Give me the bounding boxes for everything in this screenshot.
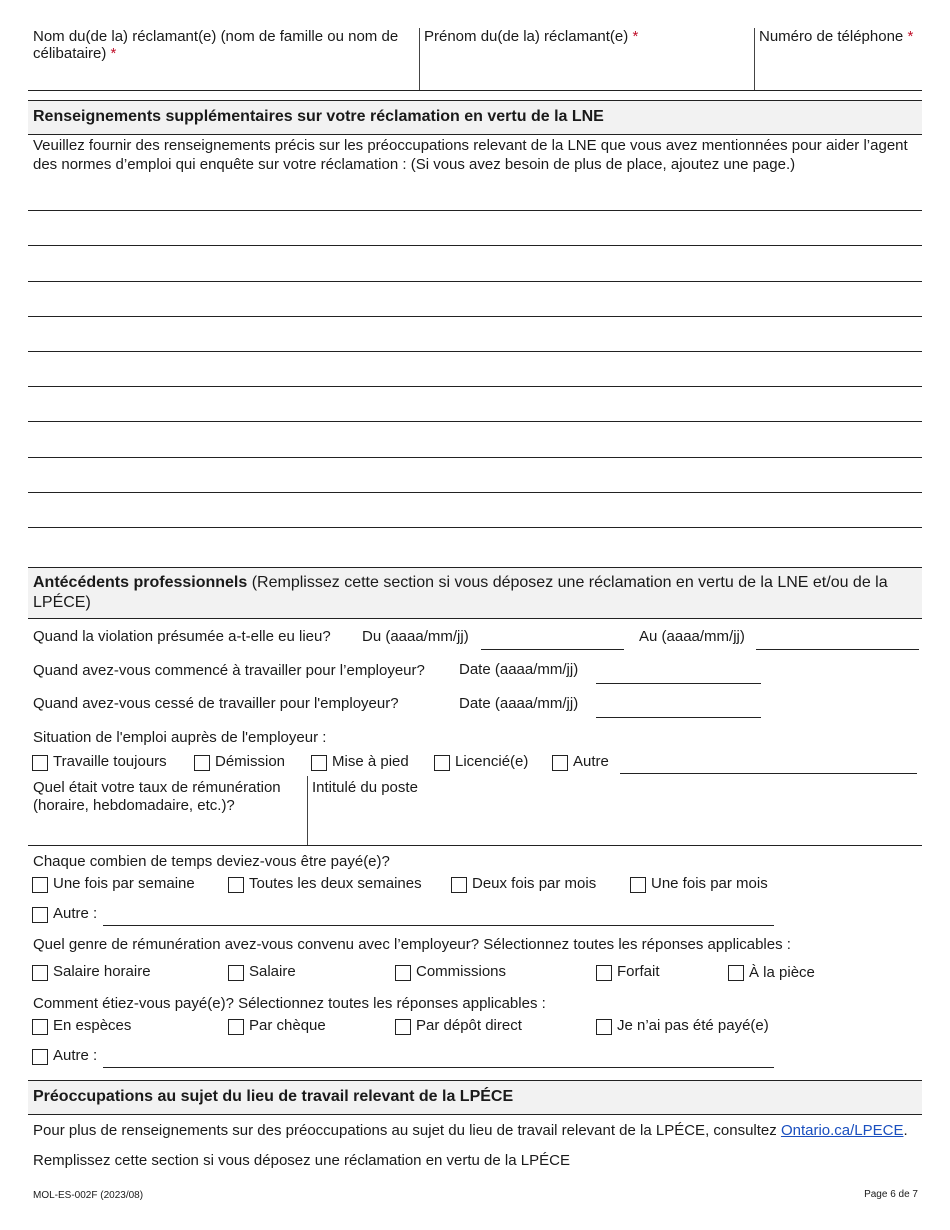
payment-option-label: En espèces [53, 1017, 132, 1034]
lne-section-title: Renseignements supplémentaires sur votre réclamation en vertu de la LNE [33, 108, 604, 125]
lpece-link[interactable]: Ontario.ca/LPECE [780, 1122, 904, 1139]
status-option-label: Licencié(e) [455, 753, 529, 770]
frequency-checkbox-weekly[interactable] [32, 877, 48, 893]
to-date-input[interactable] [756, 649, 919, 650]
history-section-header [28, 567, 922, 619]
payment-option-label: Par chèque [249, 1017, 326, 1034]
lpece-info-end: . [903, 1122, 908, 1139]
status-checkbox-layoff[interactable] [311, 755, 327, 771]
answer-line[interactable] [28, 210, 922, 211]
job-title-input[interactable] [308, 776, 922, 845]
history-section-subtitle: (Remplissez cette section si vous déposez une réclamation en vertu de la LNE et/ou de la LPÉCE) [33, 574, 888, 611]
stop-date-label: Date (aaaa/mm/jj) [459, 695, 579, 712]
lpece-instructions: Remplissez cette section si vous déposez une réclamation en vertu de la LPÉCE [33, 1152, 570, 1169]
claimant-first-name-label: Prénom du(de la) réclamant(e) [424, 28, 629, 45]
payment-method-question: Comment étiez-vous payé(e)? Sélectionnez toutes les réponses applicables : [33, 995, 546, 1012]
status-checkbox-resignation[interactable] [194, 755, 210, 771]
pay-rate-input[interactable] [28, 776, 307, 845]
employment-status-label: Situation de l'emploi auprès de l'employeur : [33, 729, 327, 746]
status-checkbox-still-working[interactable] [32, 755, 48, 771]
pay-rate-label: Quel était votre taux de rémunération (horaire, hebdomadaire, etc.)? [33, 779, 281, 814]
answer-line[interactable] [28, 457, 922, 458]
frequency-checkbox-biweekly[interactable] [228, 877, 244, 893]
to-date-label: Au (aaaa/mm/jj) [639, 628, 745, 645]
answer-line[interactable] [28, 527, 922, 528]
frequency-other-label: Autre : [53, 905, 98, 922]
frequency-option-label: Toutes les deux semaines [249, 875, 422, 892]
start-date-label: Date (aaaa/mm/jj) [459, 661, 579, 678]
pay-type-checkbox-flat-rate[interactable] [596, 965, 612, 981]
payment-other-label: Autre : [53, 1047, 98, 1064]
claimant-last-name-label: Nom du(de la) réclamant(e) (nom de famille ou nom de célibataire) [33, 28, 399, 62]
lpece-section-title: Préoccupations au sujet du lieu de travail relevant de la LPÉCE [33, 1088, 514, 1105]
payment-other-input[interactable] [103, 1067, 774, 1068]
answer-line[interactable] [28, 281, 922, 282]
frequency-option-label: Deux fois par mois [472, 875, 597, 892]
pay-type-checkbox-salary[interactable] [228, 965, 244, 981]
lne-section-header [28, 100, 922, 135]
payment-checkbox-direct-deposit[interactable] [395, 1019, 411, 1035]
frequency-checkbox-other[interactable] [32, 907, 48, 923]
claimant-first-name-field[interactable] [420, 28, 754, 90]
frequency-option-label: Une fois par mois [651, 875, 768, 892]
job-title-label: Intitulé du poste [312, 779, 418, 796]
required-mark: * [110, 45, 117, 62]
pay-type-question: Quel genre de rémunération avez-vous convenu avec l’employeur? Sélectionnez toutes les réponses applicables : [33, 936, 791, 953]
start-date-input[interactable] [596, 683, 761, 684]
pay-type-option-label: Commissions [416, 963, 507, 980]
payment-option-label: Par dépôt direct [416, 1017, 522, 1034]
pay-type-option-label: Salaire horaire [53, 963, 151, 980]
phone-field[interactable] [755, 28, 922, 90]
page-number: Page 6 de 7 [864, 1189, 918, 1200]
lpece-section-header [28, 1080, 922, 1115]
answer-line[interactable] [28, 351, 922, 352]
lpece-info-text: Pour plus de renseignements sur des préoccupations au sujet du lieu de travail relevant de la LPÉCE, consultez [33, 1122, 781, 1139]
pay-type-option-label: Salaire [249, 963, 296, 980]
violation-question: Quand la violation présumée a-t-elle eu lieu? [33, 628, 331, 645]
status-checkbox-other[interactable] [552, 755, 568, 771]
frequency-other-input[interactable] [103, 925, 774, 926]
answer-line[interactable] [28, 245, 922, 246]
divider [28, 90, 922, 91]
lpece-info [33, 1122, 908, 1139]
status-option-label: Travaille toujours [53, 753, 167, 770]
claimant-last-name-field[interactable] [28, 28, 420, 90]
frequency-option-label: Une fois par semaine [53, 875, 195, 892]
status-option-label: Autre [573, 753, 609, 770]
payment-checkbox-cheque[interactable] [228, 1019, 244, 1035]
pay-frequency-question: Chaque combien de temps deviez-vous être payé(e)? [33, 853, 390, 870]
pay-type-checkbox-piecework[interactable] [728, 965, 744, 981]
from-date-input[interactable] [481, 649, 624, 650]
status-option-label: Démission [215, 753, 286, 770]
required-mark: * [907, 28, 914, 45]
answer-line[interactable] [28, 316, 922, 317]
lne-instructions: Veuillez fournir des renseignements précis sur les préoccupations relevant de la LNE que vous avez mentionnées pour aider l’agent des normes d’emploi qui enquête sur votre réclamation : (Si vous avez besoin de plus de place, ajoutez une page.) [33, 137, 908, 173]
frequency-checkbox-twice-monthly[interactable] [451, 877, 467, 893]
pay-type-checkbox-commissions[interactable] [395, 965, 411, 981]
answer-line[interactable] [28, 386, 922, 387]
divider [28, 845, 922, 846]
payment-checkbox-other[interactable] [32, 1049, 48, 1065]
payment-option-label: Je n’ai pas été payé(e) [617, 1017, 769, 1034]
pay-type-option-label: Forfait [617, 963, 660, 980]
phone-label: Numéro de téléphone [759, 28, 904, 45]
status-checkbox-dismissed[interactable] [434, 755, 450, 771]
frequency-checkbox-monthly[interactable] [630, 877, 646, 893]
form-id: MOL-ES-002F (2023/08) [33, 1190, 144, 1201]
payment-checkbox-not-paid[interactable] [596, 1019, 612, 1035]
answer-line[interactable] [28, 492, 922, 493]
answer-line[interactable] [28, 421, 922, 422]
stop-date-input[interactable] [596, 717, 761, 718]
stop-question: Quand avez-vous cessé de travailler pour l'employeur? [33, 695, 399, 712]
status-option-label: Mise à pied [332, 753, 409, 770]
pay-type-option-label: À la pièce [749, 964, 815, 981]
required-mark: * [632, 28, 639, 45]
history-section-title: Antécédents professionnels [33, 574, 248, 591]
status-other-input[interactable] [620, 773, 917, 774]
start-question: Quand avez-vous commencé à travailler pour l’employeur? [33, 662, 425, 679]
pay-type-checkbox-hourly[interactable] [32, 965, 48, 981]
payment-checkbox-cash[interactable] [32, 1019, 48, 1035]
from-date-label: Du (aaaa/mm/jj) [362, 628, 469, 645]
